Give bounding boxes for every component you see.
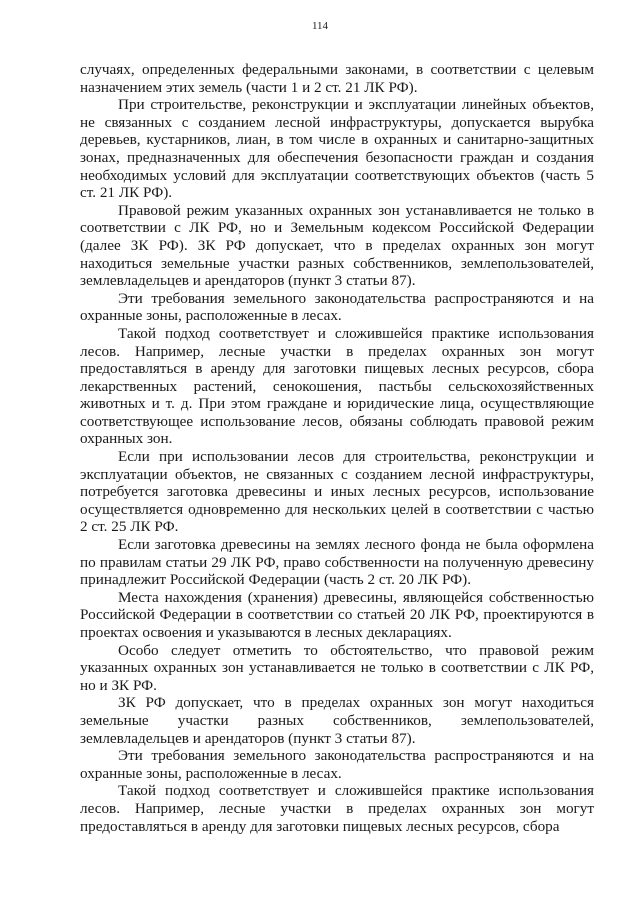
paragraph-1: случаях, определенных федеральными законами, в соответствии с целевым назначением этих земель (части 1 и 2 ст. 21 ЛК РФ). [80,61,594,96]
paragraph-2: При строительстве, реконструкции и эксплуатации линейных объектов, не связанных с созданием лесной инфраструктуры, допускается вырубка деревьев, кустарников, лиан, в том числе в охранных и санитарно-защитных зонах, предназначенных для обеспечения безопасности граждан и создания необходимых условий для эксплуатации соответствующих объектов (часть 5 ст. 21 ЛК РФ). [80,96,594,202]
paragraph-6: Если при использовании лесов для строительства, реконструкции и эксплуатации объектов, не связанных с созданием лесной инфраструктуры, потребуется заготовка древесины и иных лесных ресурсов, использование осуществляется одновременно для нескольких целей в соответствии с частью 2 ст. 25 ЛК РФ. [80,448,594,536]
paragraph-12: Такой подход соответствует и сложившейся практике использования лесов. Например, лесные участки в пределах охранных зон могут предоставляться в аренду для заготовки пищевых лесных ресурсов, сбора [80,782,594,835]
document-body [80,61,594,835]
paragraph-7: Если заготовка древесины на землях лесного фонда не была оформлена по правилам статьи 29 ЛК РФ, право собственности на полученную древесину принадлежит Российской Федерации (часть 2 ст. 20 ЛК РФ). [80,536,594,589]
paragraph-8: Места нахождения (хранения) древесины, являющейся собственностью Российской Федерации в соответствии со статьей 20 ЛК РФ, проектируются в проектах освоения и указываются в лесных декларациях. [80,588,594,641]
paragraph-10: ЗК РФ допускает, что в пределах охранных зон могут находиться земельные участки разных собственников, землепользователей, землевладельцев и арендаторов (пункт 3 статьи 87). [80,694,594,747]
page-number: 114 [311,20,329,32]
paragraph-3: Правовой режим указанных охранных зон устанавливается не только в соответствии с ЛК РФ, но и Земельным кодексом Российской Федерации (далее ЗК РФ). ЗК РФ допускает, что в пределах охранных зон могут находиться земельные участки разных собственников, землепользователей, землевладельцев и арендаторов (пункт 3 статьи 87). [80,201,594,290]
paragraph-9: Особо следует отметить то обстоятельство, что правовой режим указанных охранных зон устанавливается не только в соответствии с ЛК РФ, но и ЗК РФ. [80,641,594,694]
paragraph-5: Такой подход соответствует и сложившейся практике использования лесов. Например, лесные участки в пределах охранных зон могут предоставляться в аренду для заготовки пищевых лесных ресурсов, сбора лекарственных растений, сенокошения, пастьбы сельскохозяйственных животных и т. д. При этом граждане и юридические лица, осуществляющие соответствующее использование лесов, обязаны соблюдать правовой режим охранных зон. [80,324,594,448]
paragraph-4: Эти требования земельного законодательства распространяются и на охранные зоны, расположенные в лесах. [80,289,594,325]
paragraph-11: Эти требования земельного законодательства распространяются и на охранные зоны, расположенные в лесах. [80,747,594,782]
